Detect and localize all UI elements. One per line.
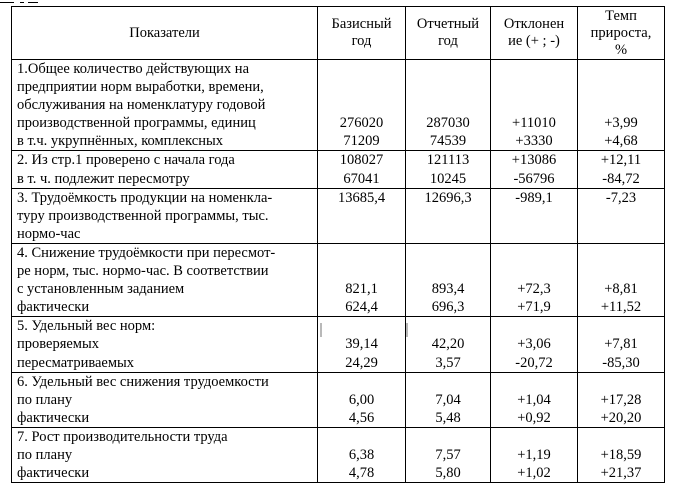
cell-marker: [406, 323, 408, 337]
base-value: 4,78: [348, 465, 375, 482]
base-value-cell: [318, 427, 406, 482]
dev-value: +13086: [511, 152, 557, 169]
report-value-cell: [406, 243, 491, 316]
header-report-line: год: [438, 33, 458, 49]
header-indicators-label: Показатели: [129, 24, 200, 41]
header-growth-line: Темп: [605, 7, 637, 24]
dev-value: -20,72: [515, 354, 553, 371]
dev-value: +1,02: [517, 465, 551, 482]
cell-marker: [320, 323, 322, 337]
growth-value: -7,23: [605, 189, 637, 206]
growth-value: +3,99: [604, 115, 638, 132]
indicator-line: по плану: [17, 391, 73, 408]
table-row: [12, 372, 665, 427]
indicator-line: нормо-час: [17, 225, 81, 242]
dev-value-cell: [491, 427, 578, 482]
indicator-line: ре норм, тыс. нормо-час. В соответствии: [17, 263, 269, 280]
header-base-year: [318, 7, 406, 60]
growth-value: +4,68: [604, 133, 638, 150]
dev-value: +72,3: [517, 281, 551, 298]
dev-value: +1,19: [517, 446, 551, 463]
growth-value: +11,52: [600, 299, 642, 316]
table-row: [12, 317, 665, 372]
dev-value-cell: [491, 243, 578, 316]
growth-value: +21,37: [600, 465, 642, 482]
base-value: 67041: [343, 170, 380, 187]
indicator-line: по плану: [17, 446, 73, 463]
header-base-line: год: [351, 33, 372, 49]
indicator-line: фактически: [17, 409, 90, 426]
indicator-line: производственной программы, единиц: [17, 115, 256, 132]
indicator-line: 7. Рост производительности труда: [17, 428, 228, 445]
growth-value: +18,59: [600, 446, 642, 463]
header-indicators: [12, 7, 318, 60]
dev-value: +3,06: [517, 336, 551, 353]
report-value: 893,4: [431, 281, 465, 298]
table-row: [12, 243, 665, 316]
report-value-cell: [406, 317, 491, 372]
indicator-cell: [12, 372, 318, 427]
base-value-cell: [318, 243, 406, 316]
base-value-cell: [318, 372, 406, 427]
base-value: 108027: [339, 152, 384, 169]
dev-value-cell: [491, 317, 578, 372]
indicator-line: пересматриваемых: [17, 354, 135, 371]
growth-value: +8,81: [604, 281, 638, 298]
report-value: 12696,3: [424, 189, 472, 206]
table-row: [12, 427, 665, 482]
report-value: 42,20: [431, 336, 465, 353]
report-value: 287030: [426, 115, 470, 132]
dev-value: +3330: [515, 133, 553, 150]
table-row: [12, 60, 665, 151]
growth-value: -85,30: [602, 354, 640, 371]
base-value-cell: [318, 188, 406, 243]
header-growth-line: %: [614, 41, 628, 58]
dev-value: +0,92: [517, 409, 551, 426]
base-value: 24,29: [345, 354, 378, 371]
base-value-cell: [318, 317, 406, 372]
header-deviation: [491, 7, 578, 60]
indicator-cell: [12, 151, 318, 188]
base-value: 821,1: [345, 281, 378, 298]
table-body: [12, 60, 665, 483]
base-value: 13685,4: [337, 189, 386, 206]
indicator-line: фактически: [17, 465, 90, 482]
base-value: 6,38: [348, 446, 375, 463]
growth-value-cell: [578, 188, 665, 243]
indicator-line: 5. Удельный вес норм:: [17, 318, 156, 335]
report-value-cell: [406, 188, 491, 243]
table-row: [12, 151, 665, 188]
growth-value: -84,72: [602, 170, 640, 187]
table-header-row: [12, 7, 665, 60]
report-value: 7,57: [435, 446, 461, 463]
dev-value-cell: [491, 188, 578, 243]
header-report-line: Отчетный: [416, 16, 480, 32]
indicator-cell: [12, 317, 318, 372]
dev-value: -989,1: [515, 189, 553, 206]
header-growth-line: прироста,: [590, 24, 652, 41]
dev-value-cell: [491, 151, 578, 188]
growth-value-cell: [578, 372, 665, 427]
growth-value-cell: [578, 427, 665, 482]
indicator-line: в т. ч. подлежит пересмотру: [17, 170, 190, 187]
growth-value-cell: [578, 243, 665, 316]
indicator-line: 1.Общее количество действующих на: [17, 61, 250, 77]
indicator-line: предприятии норм выработки, времени,: [17, 79, 264, 96]
dev-value-cell: [491, 60, 578, 151]
dev-value: +71,9: [517, 299, 551, 316]
growth-value: +17,28: [600, 391, 642, 408]
growth-value: +12,11: [600, 152, 642, 169]
header-deviation-line: ие (+ ; -): [508, 33, 560, 49]
report-value-cell: [406, 372, 491, 427]
indicator-line: обслуживания на номенклатуру годовой: [17, 97, 266, 114]
dev-value: +1,04: [517, 391, 551, 408]
base-value: 6,00: [348, 391, 375, 408]
report-value: 696,3: [431, 299, 465, 316]
indicator-line: 2. Из стр.1 проверено с начала года: [17, 152, 235, 169]
header-base-line: Базисный: [331, 16, 392, 32]
indicator-cell: [12, 427, 318, 482]
base-value: 39,14: [345, 336, 378, 353]
table-row: [12, 188, 665, 243]
indicator-cell: [12, 243, 318, 316]
report-value: 74539: [429, 133, 467, 150]
indicators-table: [11, 6, 665, 483]
indicator-line: туру производственной программы, тыс.: [17, 207, 269, 224]
indicator-line: 3. Трудоёмкость продукции на номенкла-: [17, 189, 273, 206]
base-value: 4,56: [348, 409, 375, 426]
report-value: 3,57: [435, 354, 461, 371]
indicator-line: 6. Удельный вес снижения трудоемкости: [17, 373, 269, 390]
report-value: 5,80: [435, 465, 461, 482]
header-growth-rate: [578, 7, 665, 60]
growth-value-cell: [578, 317, 665, 372]
indicator-line: проверяемых: [17, 336, 99, 353]
dev-value: +11010: [512, 115, 556, 132]
header-report-year: [406, 7, 491, 60]
report-value: 121113: [426, 152, 470, 169]
report-value-cell: [406, 60, 491, 151]
growth-value-cell: [578, 151, 665, 188]
base-value: 276020: [339, 115, 384, 132]
dev-value-cell: [491, 372, 578, 427]
indicator-line: 4. Снижение трудоёмкости при пересмот-: [17, 244, 276, 261]
dev-value: -56796: [513, 170, 555, 187]
indicator-cell: [12, 60, 318, 151]
growth-value-cell: [578, 60, 665, 151]
header-deviation-line: Отклонен: [503, 16, 565, 32]
report-value-cell: [406, 427, 491, 482]
report-value: 10245: [429, 170, 467, 187]
growth-value: +7,81: [604, 336, 638, 353]
base-value: 624,4: [345, 299, 378, 316]
indicator-cell: [12, 188, 318, 243]
report-value: 7,04: [435, 391, 461, 408]
indicator-line: фактически: [17, 299, 90, 316]
report-value: 5,48: [435, 409, 461, 426]
base-value-cell: [318, 60, 406, 151]
indicator-line: с установленным заданием: [17, 281, 185, 298]
growth-value: +20,20: [600, 409, 642, 426]
base-value-cell: [318, 151, 406, 188]
report-value-cell: [406, 151, 491, 188]
base-value: 71209: [343, 133, 380, 150]
indicator-line: в т.ч. укрупнённых, комплексных: [17, 133, 223, 150]
